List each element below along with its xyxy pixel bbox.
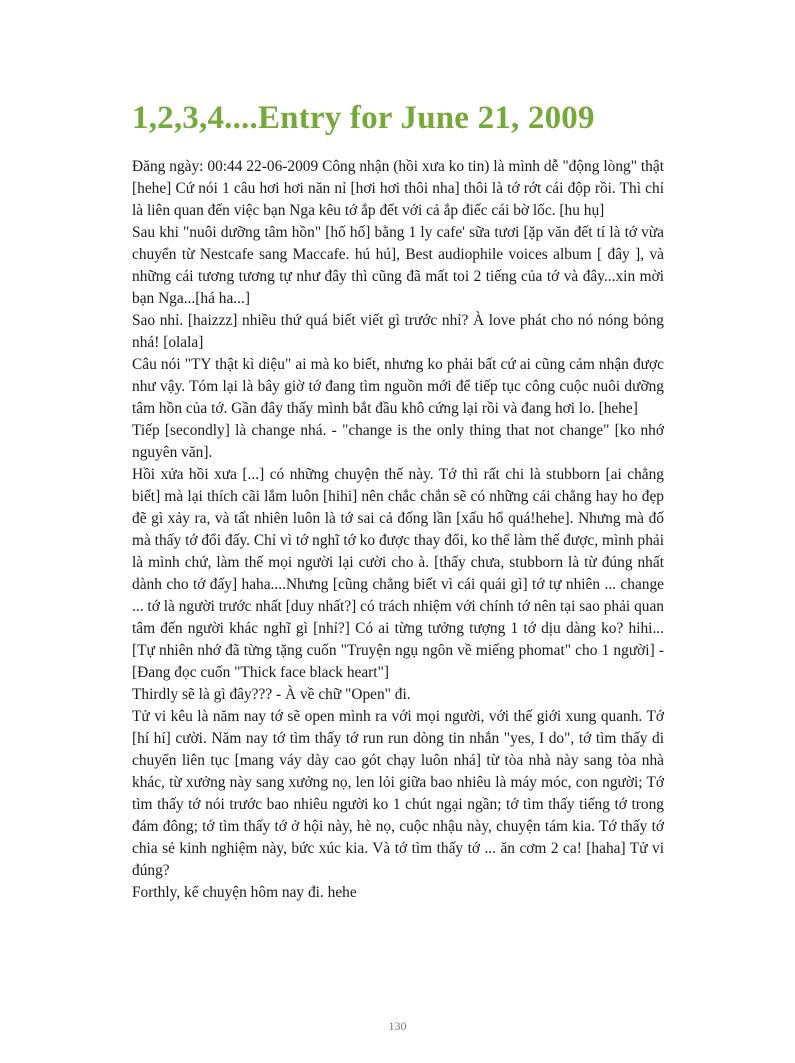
paragraph: Tiếp [secondly] là change nhá. - "change is the only thing that not change" [ko nhớ nguyên văn]. xyxy=(132,422,664,461)
paragraph: Câu nói "TY thật kì diệu" ai mà ko biết, nhưng ko phải bất cứ ai cũng cảm nhận được như vậy. Tóm lại là bây giờ tớ đang tìm nguồn mới để tiếp tục công cuộc nuôi dưỡng tâm hồn của tớ. Gần đây thấy mình bắt đầu khô cứng lại rồi và đang hơi lo. [hehe] xyxy=(132,356,664,417)
paragraph: Tử vi kêu là năm nay tớ sẽ open mình ra với mọi người, với thế giới xung quanh. Tớ [hí hí] cười. Năm nay tớ tìm thấy tớ run run dòng tin nhắn "yes, I do", tớ tìm thấy di chuyển liên tục [mang váy dày cao gót chạy luôn nhá] từ tòa nhà này sang tòa nhà khác, từ xưởng này sang xưởng nọ, len lỏi giữa bao nhiêu là máy móc, con người; Tớ tìm thấy tớ nói trước bao nhiêu người ko 1 chút ngại ngần; tớ tìm thấy tiếng tớ trong đám đông; tớ tìm thấy tớ ở hội này, hè nọ, cuộc nhậu này, chuyện tám kia. Tớ thấy tớ chia sẻ kinh nghiệm này, bức xúc kia. Và tớ tìm thấy tớ ... ăn cơm 2 ca! [haha] Tử vi đúng? xyxy=(132,708,664,879)
paragraph: Sau khi "nuôi dưỡng tâm hồn" [hố hố] bằng 1 ly cafe' sữa tươi [ặp văn đết tí là tớ vừa chuyển từ Nestcafe sang Maccafe. hú hú], Best audiophile voices album [ đây ], và những cái tương tương tự như đây thì cũng đã mất toi 2 tiếng của tớ và đây...xin mời bạn Nga...[há ha...] xyxy=(132,224,664,307)
paragraph: Hồi xửa hồi xưa [...] có những chuyện thế này. Tớ thì rất chi là stubborn [ai chẳng biết] mà lại thích cãi lắm luôn [hihi] nên chắc chắn sẽ có những cái chẳng hay ho đẹp đẽ gì xảy ra, và tất nhiên luôn là tớ sai cả đống lần [xấu hổ quá!hehe]. Nhưng mà đố mà thấy tớ đổi đấy. Chỉ vì tớ nghĩ tớ ko được thay đổi, ko thể làm thế được, mình phải là mình chứ, làm thế mọi người lại cười cho à. [thấy chưa, stubborn là từ đúng nhất dành cho tớ đấy] haha....Nhưng [cũng chẳng biết vì cái quái gì] tớ tự nhiên ... change ... tớ là người trước nhất [duy nhất?] có trách nhiệm với chính tớ nên tại sao phải quan tâm đến người khác nghĩ gì [nhỉ?] Có ai từng tưởng tượng 1 tớ dịu dàng ko? hihi... [Tự nhiên nhớ đã từng tặng cuốn "Truyện ngụ ngôn về miếng phomat" cho 1 người] - [Đang đọc cuốn "Thick face black heart"] xyxy=(132,466,664,681)
paragraph: Đăng ngày: 00:44 22-06-2009 Công nhận (hồi xưa ko tin) là mình dễ "động lòng" thật [hehe] Cứ nói 1 câu hơi hơi năn nỉ [hơi hơi thôi nha] thôi là tớ rớt cái độp rồi. Thì chỉ là liên quan đến việc bạn Nga kêu tớ ắp đết với cả ắp điếc cái bờ lốc. [hu hụ] xyxy=(132,158,664,219)
page-title: 1,2,3,4....Entry for June 21, 2009 xyxy=(132,100,595,136)
entry-body xyxy=(132,156,664,904)
paragraph: Sao nhỉ. [haizzz] nhiều thứ quá biết viết gì trước nhỉ? À love phát cho nó nóng bỏng nhá! [olala] xyxy=(132,312,664,351)
page-number: 130 xyxy=(388,1019,407,1033)
paragraph: Forthly, kể chuyện hôm nay đi. hehe xyxy=(132,884,357,901)
paragraph: Thirdly sẽ là gì đây??? - À về chữ "Open" đi. xyxy=(132,686,411,703)
